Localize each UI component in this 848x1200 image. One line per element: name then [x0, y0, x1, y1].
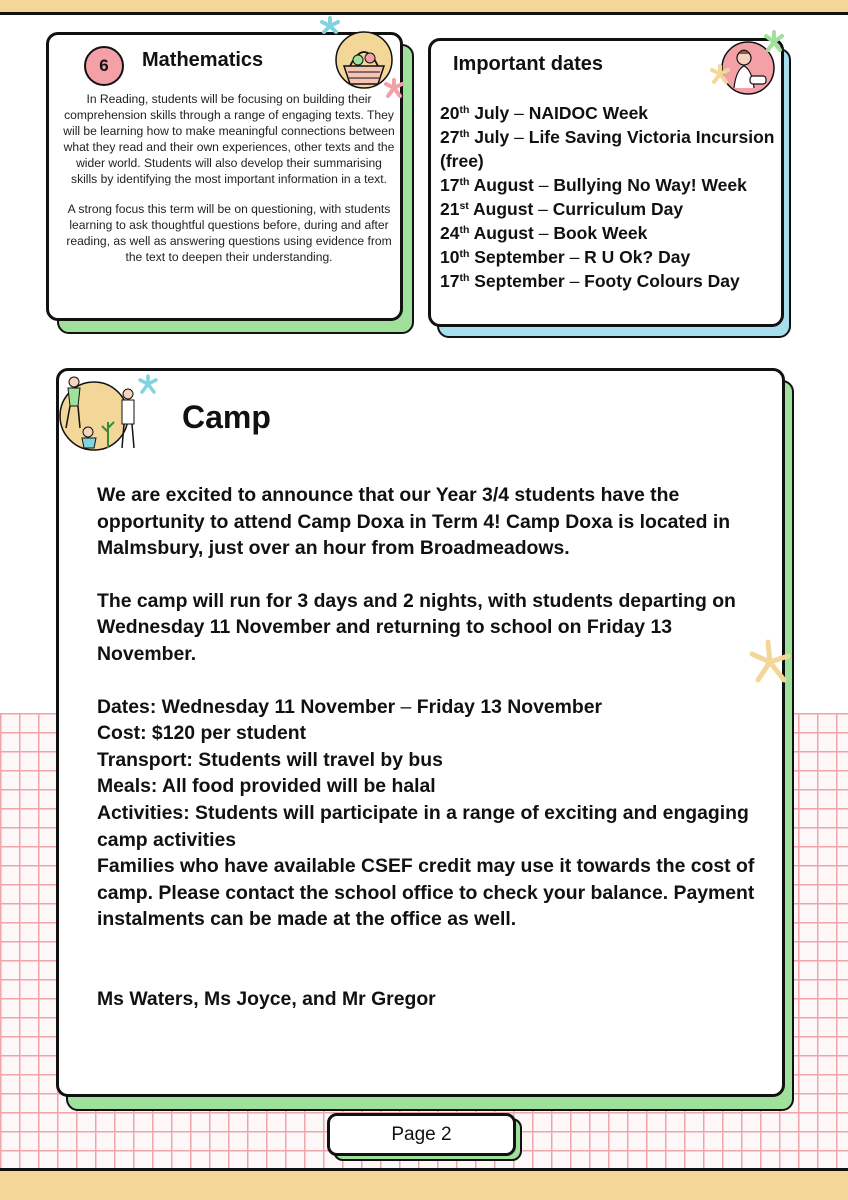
math-paragraph: In Reading, students will be focusing on building their comprehension skills through a range of engaging texts. They will be learning how to make meaningful connections between what they read and their own experiences, other texts and the wider world. Students will also develop their summarising skills by identifying the most important information in a text.: [63, 92, 395, 186]
date-month: July: [469, 127, 510, 147]
camp-intro: We are excited to announce that our Year 3/4 students have the opportunity to attend Camp Doxa in Term 4! Camp Doxa is located in Malmsbury, just over an hour from Broadmeadows.: [97, 484, 731, 560]
date-day: 17: [440, 271, 460, 291]
date-suffix: th: [459, 272, 470, 284]
date-day: 27: [440, 127, 460, 147]
date-month: August: [469, 223, 534, 243]
date-suffix: st: [459, 200, 469, 212]
date-month: August: [468, 199, 534, 219]
camp-funding: Families who have available CSEF credit may use it towards the cost of camp. Please contact the school office to check your balance. Payment instalments can be made at the office as well.: [97, 855, 755, 931]
list-item: [440, 245, 780, 269]
date-month: July: [469, 103, 510, 123]
date-dash: –: [533, 175, 554, 195]
date-suffix: th: [459, 104, 470, 116]
list-item: [440, 173, 780, 197]
date-event: R U Ok? Day: [584, 247, 691, 267]
top-band: [0, 0, 848, 15]
camp-cost: Cost: $120 per student: [97, 722, 307, 745]
bottom-band: [0, 1168, 848, 1200]
date-event: Life Saving Victoria Incursion (free): [440, 127, 775, 171]
camp-body: [97, 482, 762, 1013]
date-suffix: th: [459, 128, 470, 140]
list-item: [440, 197, 780, 221]
date-month: August: [469, 175, 534, 195]
section-number-badge: 6: [84, 46, 124, 86]
date-dash: –: [509, 103, 529, 123]
date-suffix: th: [459, 248, 470, 260]
camp-activities: Activities: Students will participate in a range of exciting and engaging camp activities: [97, 801, 749, 851]
list-item: [440, 125, 780, 173]
date-dash: –: [509, 127, 529, 147]
gardening-people-icon: [54, 372, 162, 454]
date-dash: –: [533, 199, 553, 219]
date-suffix: th: [459, 176, 470, 188]
cooking-person-icon: [706, 28, 792, 98]
camp-meals: Meals: All food provided will be halal: [97, 775, 436, 798]
camp-dates: [97, 694, 762, 721]
date-event: Footy Colours Day: [584, 271, 740, 291]
picnic-basket-icon: [318, 14, 410, 106]
camp-dates-start: Dates: Wednesday 11 November: [97, 695, 396, 718]
date-month: September: [469, 271, 565, 291]
dates-title: Important dates: [453, 53, 604, 75]
math-body: [63, 92, 395, 266]
camp-details: [97, 694, 762, 854]
list-item: [440, 221, 780, 245]
date-event: NAIDOC Week: [528, 103, 649, 123]
camp-dates-end: Friday 13 November: [416, 695, 603, 718]
list-item: [440, 101, 780, 125]
date-day: 24: [440, 223, 460, 243]
camp-card: [56, 368, 785, 1097]
date-day: 10: [440, 247, 460, 267]
camp-signoff: Ms Waters, Ms Joyce, and Mr Gregor: [97, 987, 436, 1010]
dates-list: [440, 101, 780, 293]
date-day: 17: [440, 175, 460, 195]
math-paragraph: A strong focus this term will be on questioning, with students learning to ask thoughtful questions before, during and after reading, as well as answering questions using evidence from the text to deepen their understanding.: [66, 202, 392, 265]
page-number: Page 2: [327, 1113, 516, 1156]
camp-dates-dash: –: [395, 695, 417, 718]
date-event: Curriculum Day: [552, 199, 684, 219]
date-day: 20: [440, 103, 460, 123]
date-dash: –: [564, 271, 585, 291]
date-event: Bullying No Way! Week: [553, 175, 747, 195]
camp-transport: Transport: Students will travel by bus: [97, 748, 443, 771]
date-event: Book Week: [553, 223, 648, 243]
date-dash: –: [564, 247, 585, 267]
date-suffix: th: [459, 224, 470, 236]
list-item: [440, 269, 780, 293]
camp-title: Camp: [182, 399, 271, 435]
date-day: 21: [440, 199, 460, 219]
date-month: September: [469, 247, 565, 267]
math-title: Mathematics: [142, 49, 264, 71]
sparkle-icon: [746, 636, 794, 688]
camp-schedule: The camp will run for 3 days and 2 nights, with students departing on Wednesday 11 November and returning to school on Friday 13 November.: [97, 589, 736, 665]
date-dash: –: [533, 223, 554, 243]
